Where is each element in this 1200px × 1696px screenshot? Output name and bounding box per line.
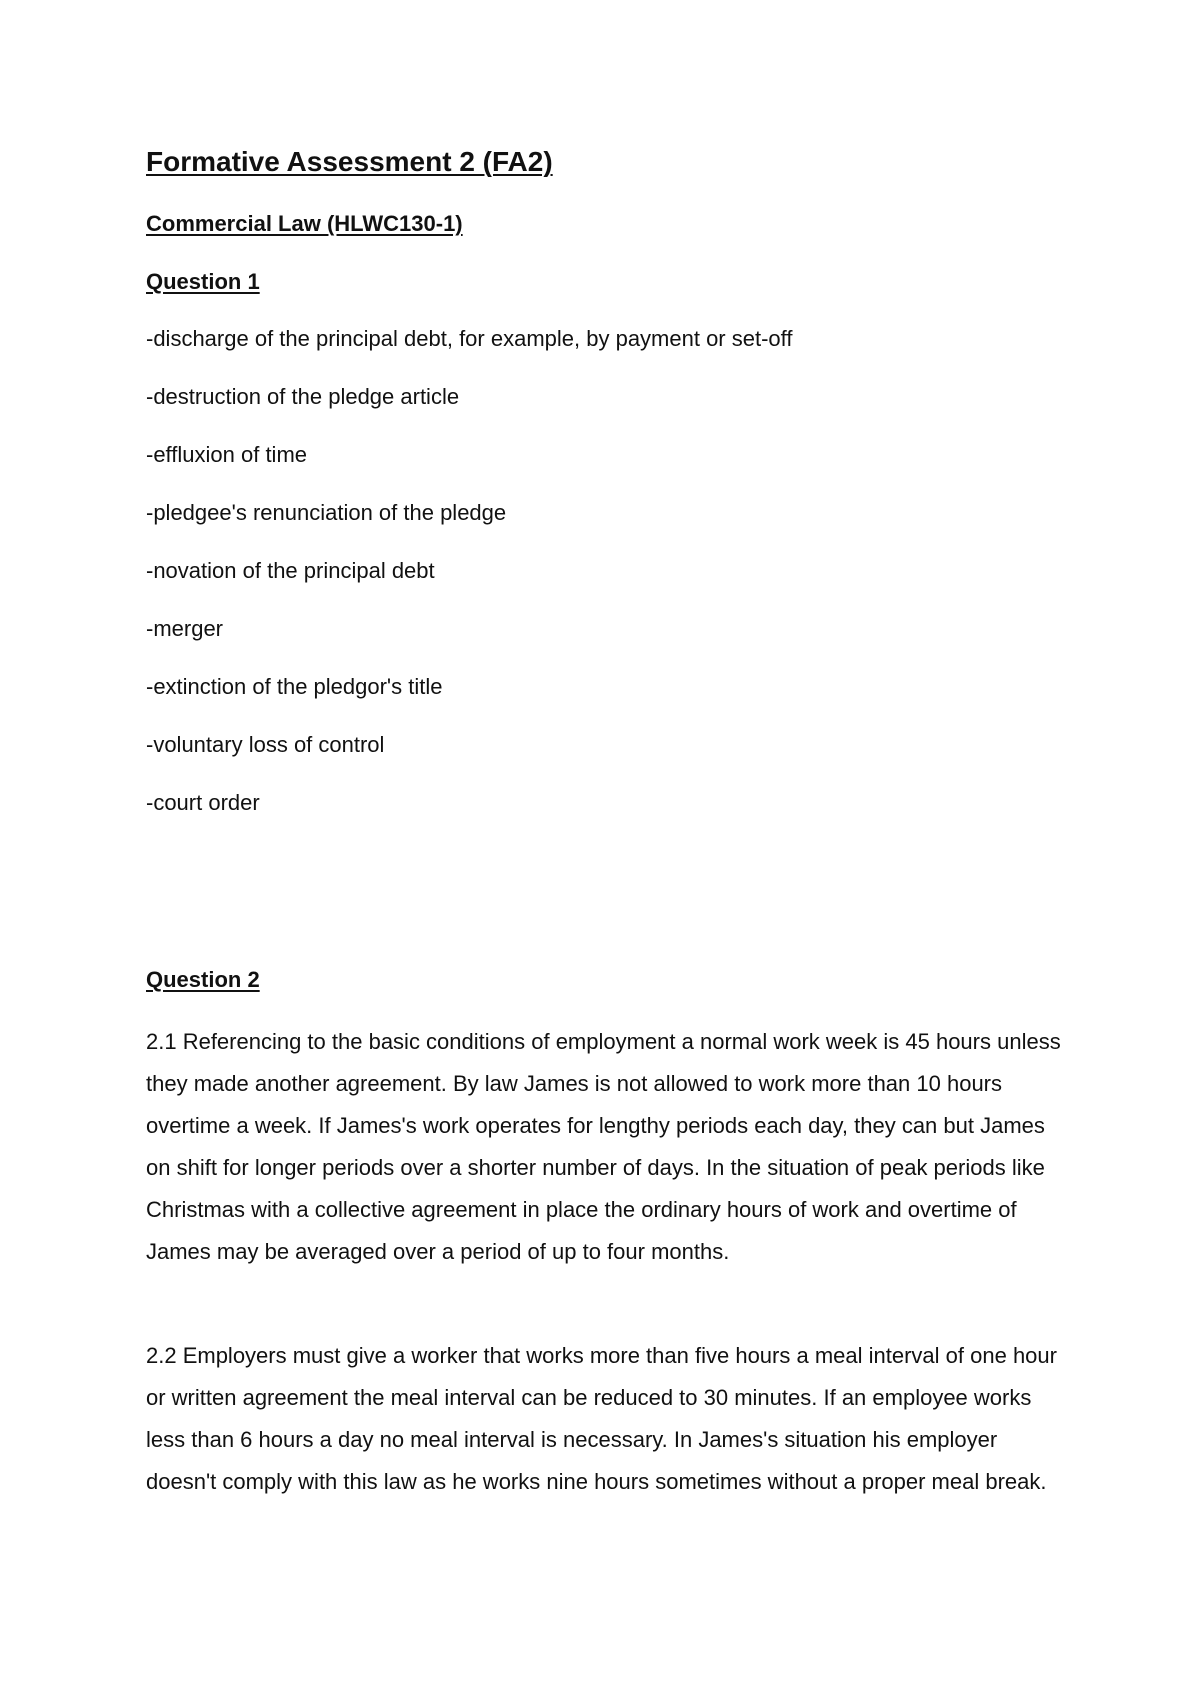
list-item: -voluntary loss of control: [146, 732, 385, 757]
list-item: -merger: [146, 616, 224, 641]
document-title: Formative Assessment 2 (FA2): [146, 146, 553, 177]
list-item: -court order: [146, 790, 260, 815]
question-1-list: [146, 325, 793, 847]
course-subtitle: Commercial Law (HLWC130-1): [146, 211, 463, 236]
question-2-heading: Question 2: [146, 967, 260, 992]
list-item: -effluxion of time: [146, 442, 308, 467]
question-1-heading: Question 1: [146, 269, 260, 294]
list-item: -novation of the principal debt: [146, 558, 435, 583]
answer-2-2-paragraph: 2.2 Employers must give a worker that works more than five hours a meal interval of one hour or written agreement the meal interval can be reduced to 30 minutes. If an employee works less than 6 hours a day no meal interval is necessary. In James's situation his employer doesn't comply with this law as he works nine hours sometimes without a proper meal break.: [146, 1343, 1057, 1494]
list-item: -pledgee's renunciation of the pledge: [146, 500, 507, 525]
list-item: -discharge of the principal debt, for example, by payment or set-off: [146, 326, 793, 351]
list-item: -extinction of the pledgor's title: [146, 674, 443, 699]
answer-2-1-paragraph: 2.1 Referencing to the basic conditions of employment a normal work week is 45 hours unless they made another agreement. By law James is not allowed to work more than 10 hours overtime a week. If James's work operates for lengthy periods each day, they can but James on shift for longer periods over a shorter number of days. In the situation of peak periods like Christmas with a collective agreement in place the ordinary hours of work and overtime of James may be averaged over a period of up to four months.: [146, 1029, 1061, 1264]
list-item: -destruction of the pledge article: [146, 384, 460, 409]
